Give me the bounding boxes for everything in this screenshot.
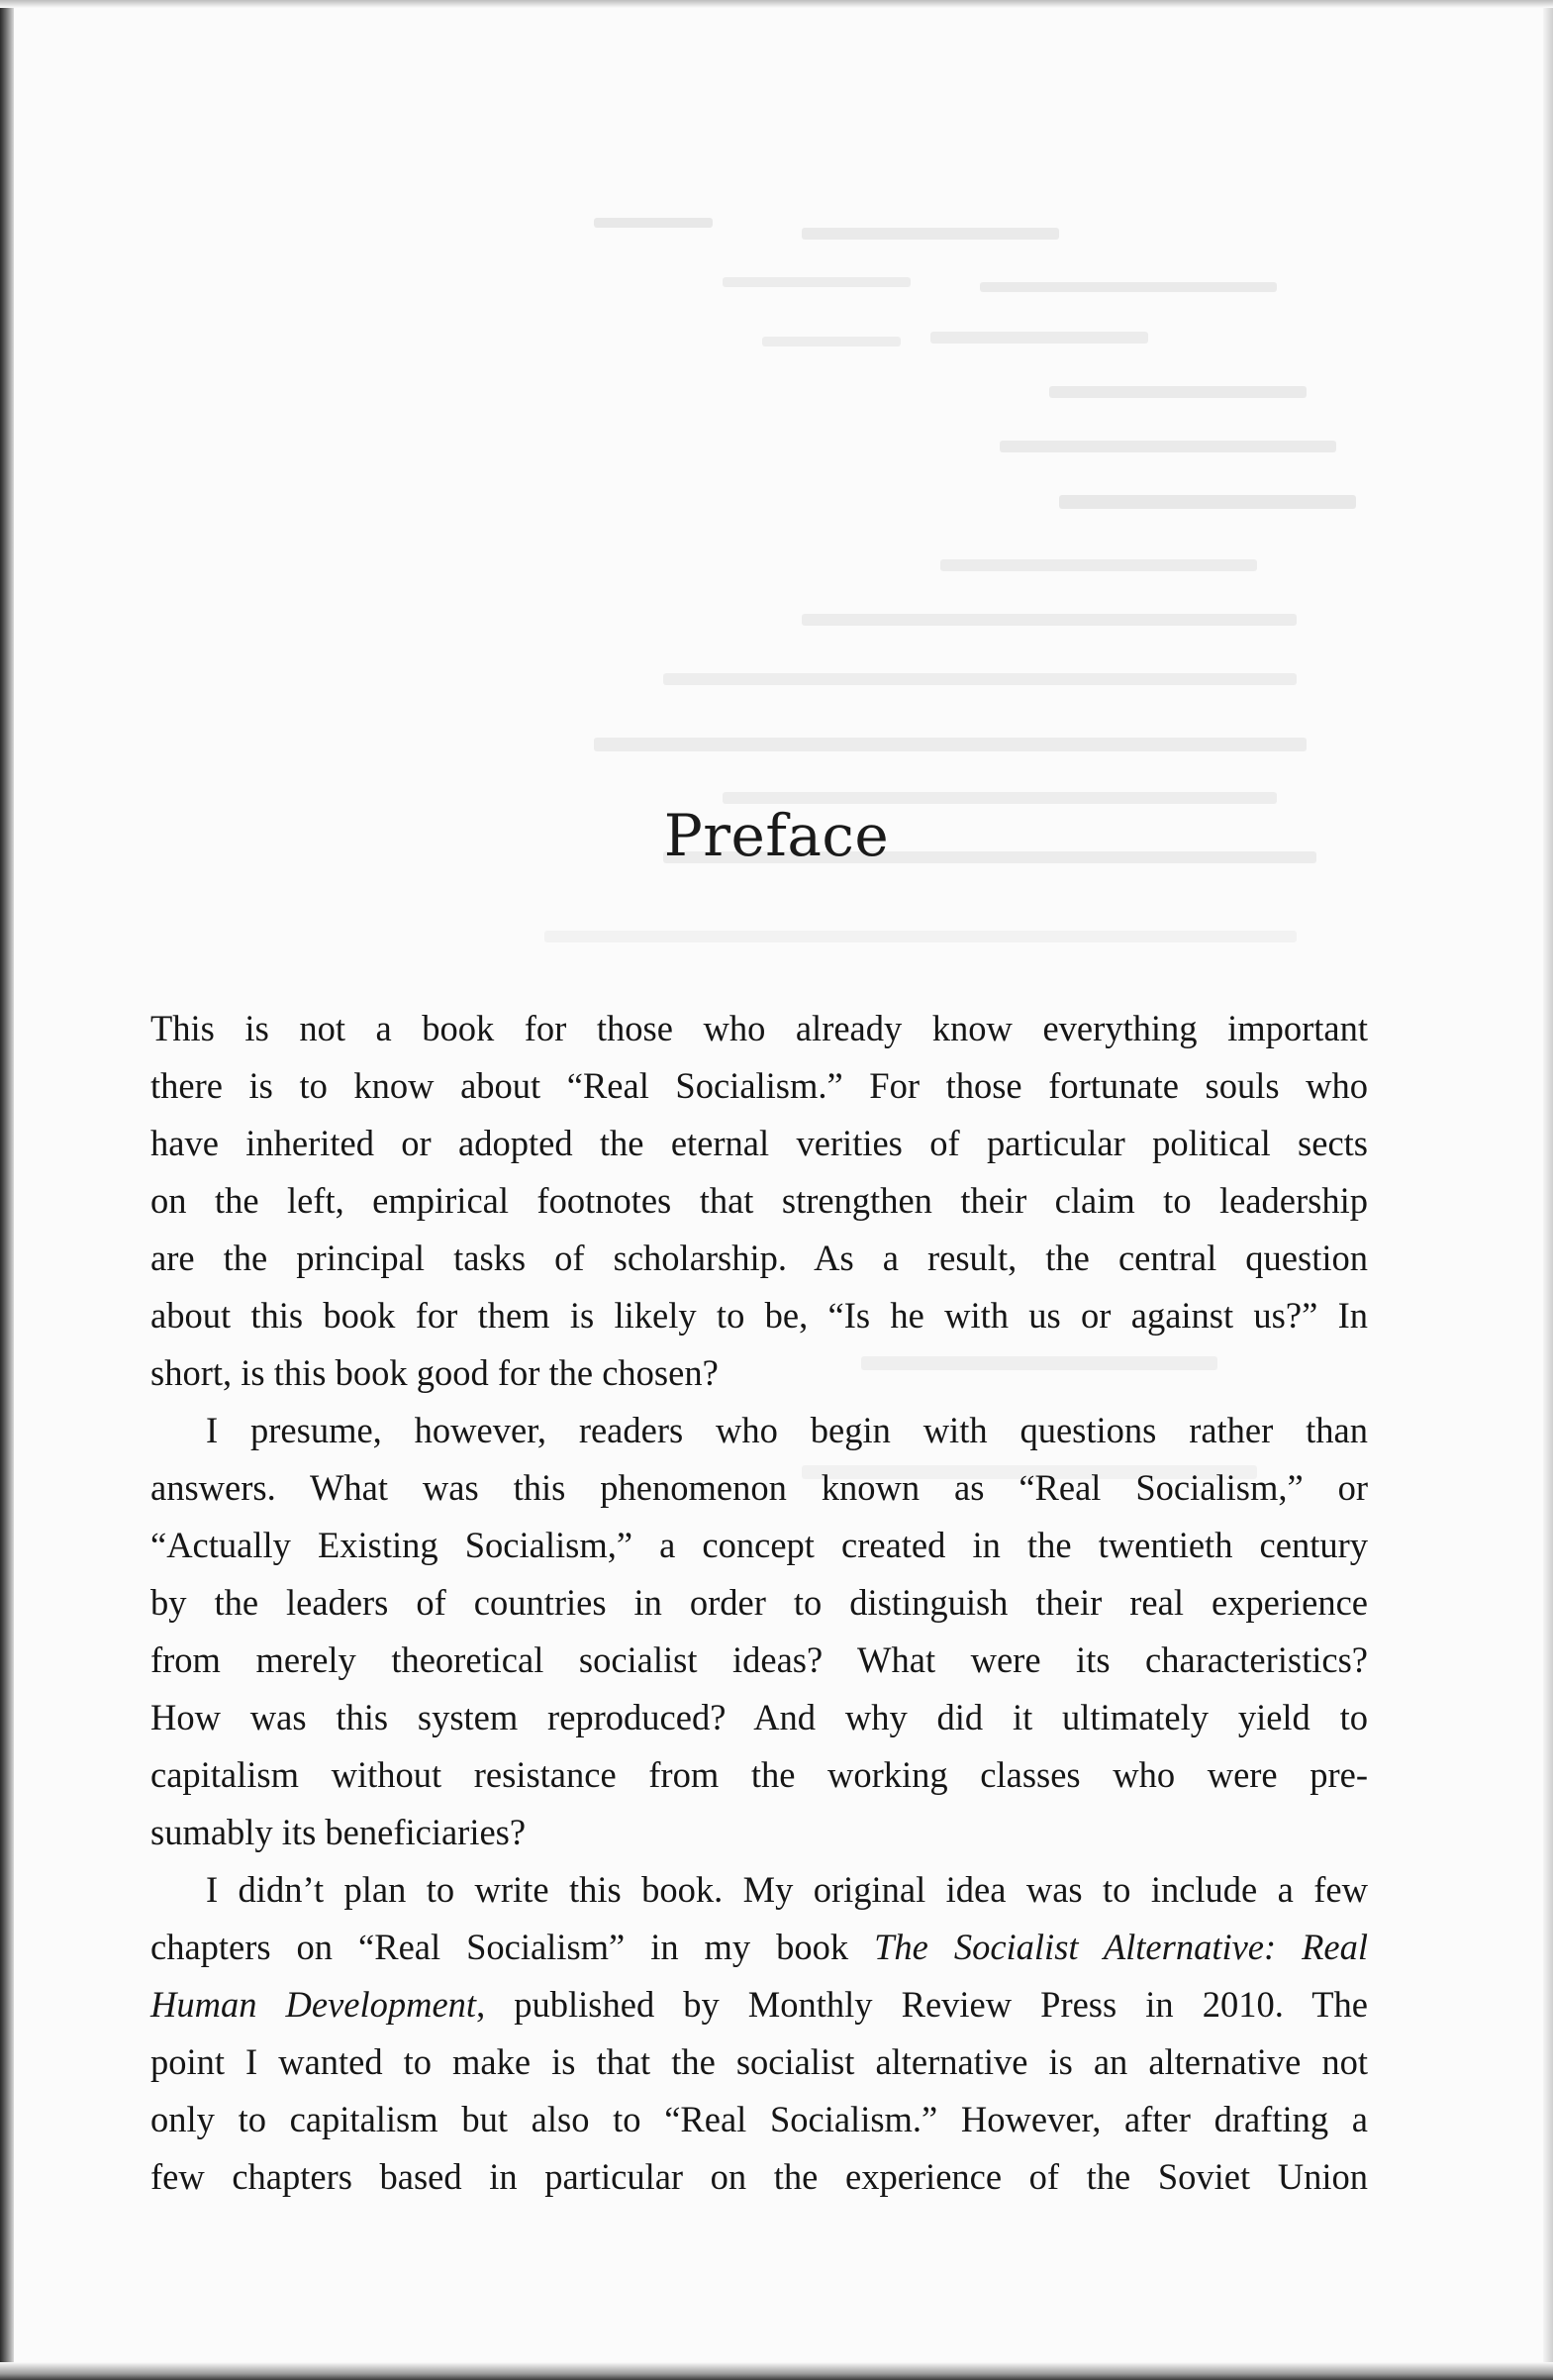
text-line: How was this system reproduced? And why did it ultimately yield to bbox=[150, 1697, 1368, 1737]
text-line: point I wanted to make is that the socialist alternative is an alternative not bbox=[150, 2041, 1368, 2082]
text-line: I didn’t plan to write this book. My original idea was to include a few bbox=[206, 1869, 1368, 1910]
text-line bbox=[150, 1976, 1368, 2033]
body-text bbox=[150, 1000, 1368, 2206]
text-line: I presume, however, readers who begin with questions rather than bbox=[206, 1410, 1368, 1450]
text-run: chapters on “Real Socialism” in my book bbox=[150, 1927, 875, 1967]
text-line: sumably its beneficiaries? bbox=[150, 1812, 527, 1852]
text-line: This is not a book for those who already know everything important bbox=[150, 1008, 1368, 1048]
text-line: on the left, empirical footnotes that strengthen their claim to leadership bbox=[150, 1180, 1368, 1221]
text-line: answers. What was this phenomenon known as “Real Socialism,” or bbox=[150, 1467, 1368, 1508]
text-line: have inherited or adopted the eternal verities of particular political sects bbox=[150, 1123, 1368, 1163]
paragraph-1 bbox=[150, 1000, 1368, 1402]
text-line: by the leaders of countries in order to distinguish their real experience bbox=[150, 1582, 1368, 1623]
page-top-edge bbox=[0, 0, 1553, 8]
text-line: “Actually Existing Socialism,” a concept created in the twentieth century bbox=[150, 1525, 1368, 1565]
page-right-edge bbox=[1543, 0, 1553, 2380]
text-line bbox=[150, 1919, 1368, 1976]
text-line: about this book for them is likely to be, “Is he with us or against us?” In bbox=[150, 1295, 1368, 1336]
page-binding-shadow bbox=[0, 0, 14, 2380]
text-run: , published by Monthly Review Press in 2010. The bbox=[476, 1984, 1368, 2025]
text-line: are the principal tasks of scholarship. As a result, the central question bbox=[150, 1238, 1368, 1278]
text-line: from merely theoretical socialist ideas? What were its characteristics? bbox=[150, 1639, 1368, 1680]
text-line: short, is this book good for the chosen? bbox=[150, 1352, 719, 1393]
text-line: few chapters based in particular on the experience of the Soviet Union bbox=[150, 2156, 1368, 2197]
book-title-italic: Human Development bbox=[150, 1984, 477, 2025]
text-line: there is to know about “Real Socialism.” For those fortunate souls who bbox=[150, 1065, 1368, 1106]
chapter-title: Preface bbox=[663, 802, 890, 869]
paragraph-3 bbox=[150, 1861, 1368, 2206]
paragraph-2 bbox=[150, 1402, 1368, 1861]
text-line: capitalism without resistance from the working classes who were pre- bbox=[150, 1754, 1368, 1795]
text-line: only to capitalism but also to “Real Socialism.” However, after drafting a bbox=[150, 2099, 1368, 2139]
page-bottom-edge bbox=[0, 2362, 1553, 2380]
book-title-italic: The Socialist Alternative: Real bbox=[874, 1927, 1369, 1967]
